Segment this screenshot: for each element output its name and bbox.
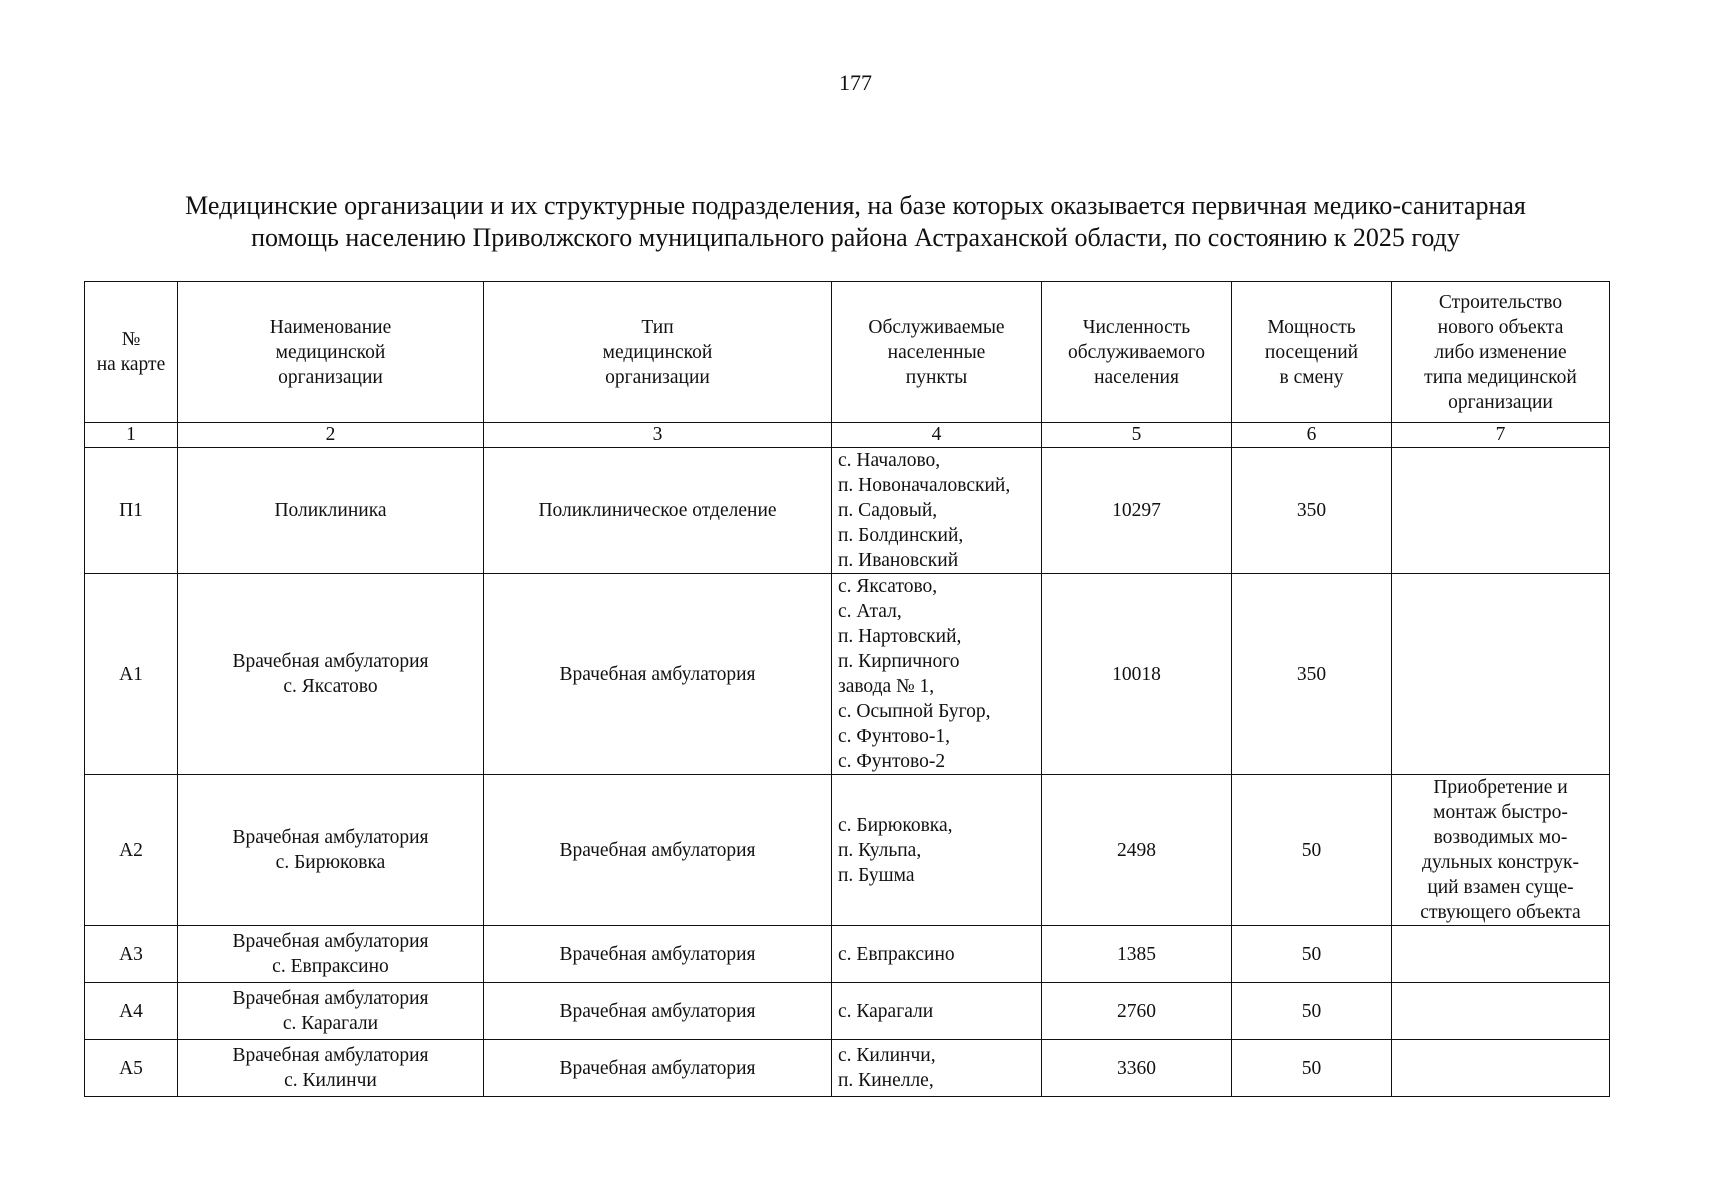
cell-map-number: А1 — [85, 574, 178, 775]
cell-line: с. Килинчи, — [838, 1045, 936, 1066]
header-line: населенные — [887, 341, 986, 363]
cell-construction — [1392, 574, 1610, 775]
header-construction — [1392, 282, 1610, 423]
cell-org-type — [484, 775, 832, 926]
cell-line: с. Килинчи — [284, 1070, 377, 1091]
cell-line: Врачебная амбулатория — [232, 651, 429, 672]
cell-population: 10018 — [1042, 574, 1232, 775]
title-line-2: помощь населению Приволжского муниципального района Астраханской области, по состоянию к 2025 году — [251, 223, 1460, 252]
header-served-places — [832, 282, 1042, 423]
cell-line: монтаж быстро- — [1433, 802, 1568, 823]
cell-served-places — [832, 926, 1042, 983]
cell-map-number: П1 — [85, 448, 178, 574]
cell-population: 10297 — [1042, 448, 1232, 574]
table-row — [85, 775, 1610, 926]
header-line: либо изменение — [1434, 341, 1567, 363]
cell-line: с. Евпраксино — [272, 956, 389, 977]
cell-map-number: А5 — [85, 1040, 178, 1097]
cell-map-number: А4 — [85, 983, 178, 1040]
cell-line: Врачебная амбулатория — [559, 663, 756, 685]
cell-line: п. Ивановский — [838, 550, 959, 571]
cell-line: Врачебная амбулатория — [559, 839, 756, 861]
table-row — [85, 983, 1610, 1040]
header-line: на карте — [96, 354, 166, 375]
cell-org-name — [178, 983, 484, 1040]
cell-line: Врачебная амбулатория — [232, 827, 429, 848]
cell-population: 2498 — [1042, 775, 1232, 926]
cell-line: Поликлиническое отделение — [538, 500, 777, 521]
cell-line: п. Новоначаловский, — [838, 475, 1011, 496]
column-number: 4 — [832, 423, 1042, 448]
header-map-number — [85, 282, 178, 423]
cell-line: с. Осыпной Бугор, — [838, 701, 991, 722]
table-row — [85, 926, 1610, 983]
column-number: 2 — [178, 423, 484, 448]
header-line: медицинской — [275, 341, 386, 363]
title-line-1: Медицинские организации и их структурные подразделения, на базе которых оказывается первичная медико-санитарная — [185, 191, 1526, 220]
cell-org-name — [178, 926, 484, 983]
cell-org-name — [178, 574, 484, 775]
cell-line: с. Евпраксино — [838, 943, 955, 965]
cell-line: Врачебная амбулатория — [232, 988, 429, 1009]
column-number: 6 — [1232, 423, 1392, 448]
cell-org-name — [178, 1040, 484, 1097]
table-header-row — [85, 282, 1610, 423]
cell-line: п. Кирпичного — [838, 651, 960, 672]
cell-line: с. Бирюковка, — [838, 814, 953, 836]
cell-org-type — [484, 574, 832, 775]
table-row — [85, 448, 1610, 574]
cell-line: п. Садовый, — [838, 500, 938, 521]
cell-served-places — [832, 1040, 1042, 1097]
page-number: 177 — [839, 70, 872, 95]
column-number: 7 — [1392, 423, 1610, 448]
table-row — [85, 1040, 1610, 1097]
cell-line: с. Фунтово-1, — [838, 726, 950, 747]
table-row — [85, 574, 1610, 775]
header-line: населения — [1094, 366, 1179, 388]
cell-line: п. Кульпа, — [838, 839, 922, 861]
cell-org-type — [484, 1040, 832, 1097]
header-line: типа медицинской — [1424, 366, 1577, 388]
cell-map-number: А3 — [85, 926, 178, 983]
cell-line: с. Фунтово-2 — [838, 751, 946, 772]
cell-construction — [1392, 1040, 1610, 1097]
header-line: Строительство — [1438, 291, 1563, 313]
cell-line: с. Яксатово — [283, 676, 378, 697]
cell-capacity: 50 — [1232, 983, 1392, 1040]
cell-capacity: 50 — [1232, 1040, 1392, 1097]
cell-line: п. Болдинский, — [838, 525, 964, 546]
column-number: 1 — [85, 423, 178, 448]
column-number: 5 — [1042, 423, 1232, 448]
header-line: обслуживаемого — [1067, 341, 1206, 363]
header-line: Численность — [1082, 316, 1191, 338]
cell-line: Врачебная амбулатория — [559, 1057, 756, 1079]
header-org-type — [484, 282, 832, 423]
cell-line: Врачебная амбулатория — [559, 1000, 756, 1022]
header-line: организации — [1448, 391, 1553, 413]
cell-line: п. Нартовский, — [838, 626, 962, 647]
cell-served-places — [832, 775, 1042, 926]
header-line: Обслуживаемые — [868, 316, 1005, 338]
cell-line: Врачебная амбулатория — [232, 931, 429, 952]
cell-line: Врачебная амбулатория — [232, 1045, 429, 1066]
cell-line: с. Карагали — [282, 1013, 379, 1034]
column-number-row — [85, 423, 1610, 448]
cell-org-type — [484, 926, 832, 983]
header-population — [1042, 282, 1232, 423]
cell-org-name — [178, 775, 484, 926]
header-line: пункты — [905, 366, 968, 388]
document-title — [80, 190, 1631, 254]
header-line: нового объекта — [1437, 316, 1564, 338]
cell-line: Приобретение и — [1433, 777, 1568, 798]
cell-org-name — [178, 448, 484, 574]
cell-line: ций взамен суще- — [1427, 877, 1574, 898]
cell-construction — [1392, 983, 1610, 1040]
cell-line: Поликлиника — [274, 500, 387, 521]
cell-line: завода № 1, — [838, 676, 935, 697]
cell-capacity: 350 — [1232, 574, 1392, 775]
cell-served-places — [832, 574, 1042, 775]
header-line: Тип — [641, 316, 674, 338]
cell-line: п. Бушма — [838, 864, 915, 886]
cell-org-type — [484, 448, 832, 574]
cell-org-type — [484, 983, 832, 1040]
cell-line: с. Яксатово, — [838, 576, 938, 597]
cell-line: с. Началово, — [838, 450, 941, 471]
cell-capacity: 50 — [1232, 926, 1392, 983]
header-line: организации — [278, 366, 383, 388]
cell-line: ствующего объекта — [1420, 902, 1581, 923]
cell-construction — [1392, 775, 1610, 926]
header-line: медицинской — [602, 341, 713, 363]
cell-line: Врачебная амбулатория — [559, 943, 756, 965]
cell-line: возводимых мо- — [1433, 827, 1568, 848]
cell-population: 2760 — [1042, 983, 1232, 1040]
cell-construction — [1392, 448, 1610, 574]
cell-served-places — [832, 448, 1042, 574]
cell-line: п. Кинелле, — [838, 1070, 934, 1091]
cell-capacity: 350 — [1232, 448, 1392, 574]
header-line: Наименование — [269, 316, 392, 338]
column-number: 3 — [484, 423, 832, 448]
cell-served-places — [832, 983, 1042, 1040]
header-org-name — [178, 282, 484, 423]
header-line: организации — [605, 366, 710, 388]
medical-organizations-table — [84, 281, 1610, 1097]
cell-capacity: 50 — [1232, 775, 1392, 926]
header-capacity — [1232, 282, 1392, 423]
header-line: № — [121, 329, 141, 350]
header-line: в смену — [1279, 366, 1344, 388]
cell-line: с. Карагали — [838, 1000, 934, 1022]
cell-line: с. Бирюковка — [275, 852, 386, 873]
header-line: Мощность — [1267, 316, 1356, 338]
header-line: посещений — [1264, 341, 1359, 363]
cell-population: 1385 — [1042, 926, 1232, 983]
cell-line: с. Атал, — [838, 601, 902, 622]
cell-map-number: А2 — [85, 775, 178, 926]
cell-construction — [1392, 926, 1610, 983]
cell-population: 3360 — [1042, 1040, 1232, 1097]
cell-line: дульных конструк- — [1422, 852, 1579, 873]
